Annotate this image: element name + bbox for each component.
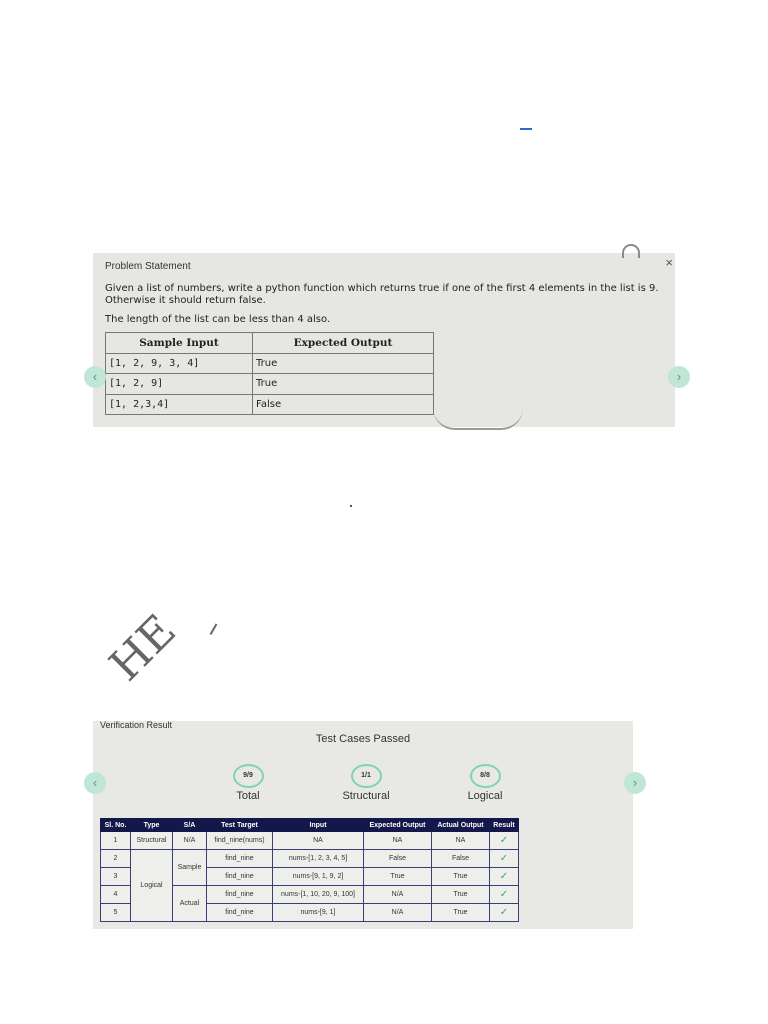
cell-expected-output: N/A <box>364 886 432 904</box>
col-header-input: Input <box>273 819 364 832</box>
checkmark-icon: ✓ <box>499 835 509 846</box>
expected-output-cell: True <box>253 353 434 374</box>
table-row <box>101 850 519 868</box>
cell-result <box>490 832 519 850</box>
cell-sl-no: 1 <box>101 832 131 850</box>
expected-output-header: Expected Output <box>253 333 434 354</box>
col-header-sl-no: Sl. No. <box>101 819 131 832</box>
test-cases-passed-heading: Test Cases Passed <box>315 733 411 745</box>
checkmark-icon: ✓ <box>499 853 509 864</box>
cell-result <box>490 886 519 904</box>
expected-output-cell: False <box>253 394 434 415</box>
checkmark-icon: ✓ <box>499 871 509 882</box>
cell-actual-output: True <box>432 868 490 886</box>
problem-statement-panel <box>93 253 675 427</box>
cell-sl-no: 4 <box>101 886 131 904</box>
decorative-arc-top <box>622 244 640 258</box>
cell-sl-no: 5 <box>101 904 131 922</box>
problem-description: Given a list of numbers, write a python function which returns true if one of the first 4 elements in the list is 9. Otherwise it should return false. <box>105 283 659 306</box>
table-row <box>106 374 434 395</box>
prev-slide-button[interactable]: ‹ <box>84 772 106 794</box>
cell-input: NA <box>273 832 364 850</box>
table-row <box>106 353 434 374</box>
close-icon[interactable]: × <box>665 255 673 270</box>
cell-expected-output: True <box>364 868 432 886</box>
cell-actual-output: False <box>432 850 490 868</box>
cell-expected-output: NA <box>364 832 432 850</box>
expected-output-cell: True <box>253 374 434 395</box>
stat-structural-value: 1/1 <box>351 764 382 788</box>
stat-structural-label: Structural <box>342 790 390 802</box>
decorative-arc <box>433 408 523 430</box>
next-slide-button[interactable]: › <box>668 366 690 388</box>
cell-actual-output: True <box>432 904 490 922</box>
stat-logical-label: Logical <box>467 790 503 802</box>
problem-statement-title: Problem Statement <box>105 261 191 272</box>
cell-sl-no: 3 <box>101 868 131 886</box>
sample-input-cell: [1, 2,3,4] <box>106 394 253 415</box>
cell-result <box>490 904 519 922</box>
cell-input: nums-[9, 1] <box>273 904 364 922</box>
cell-actual-output: NA <box>432 832 490 850</box>
col-header-type: Type <box>131 819 173 832</box>
table-header-row <box>106 333 434 354</box>
cell-test-target: find_nine <box>207 904 273 922</box>
cell-input: nums-[9, 1, 9, 2] <box>273 868 364 886</box>
cell-test-target: find_nine <box>207 868 273 886</box>
col-header-sa: S/A <box>173 819 207 832</box>
stat-logical-value: 8/8 <box>470 764 501 788</box>
verification-result-title: Verification Result <box>100 720 173 730</box>
cell-sa-sample: Sample <box>173 850 207 886</box>
prev-slide-button[interactable]: ‹ <box>84 366 106 388</box>
stat-structural <box>316 764 416 802</box>
cell-result <box>490 868 519 886</box>
sample-input-cell: [1, 2, 9, 3, 4] <box>106 353 253 374</box>
col-header-test-target: Test Target <box>207 819 273 832</box>
decorative-tick <box>210 624 224 639</box>
cell-type: Structural <box>131 832 173 850</box>
top-link-underline <box>520 128 532 130</box>
decorative-dot <box>350 505 352 507</box>
decorative-rotated-text: HE <box>100 605 186 692</box>
cell-result <box>490 850 519 868</box>
cell-type-logical: Logical <box>131 850 173 922</box>
sample-input-header: Sample Input <box>106 333 253 354</box>
table-row <box>101 832 519 850</box>
cell-expected-output: N/A <box>364 904 432 922</box>
cell-input: nums-[1, 10, 20, 9, 100] <box>273 886 364 904</box>
table-row <box>106 394 434 415</box>
col-header-result: Result <box>490 819 519 832</box>
stat-total-value: 9/9 <box>233 764 264 788</box>
cell-test-target: find_nine(nums) <box>207 832 273 850</box>
next-slide-button[interactable]: › <box>624 772 646 794</box>
checkmark-icon: ✓ <box>499 907 509 918</box>
stat-total <box>198 764 298 802</box>
cell-test-target: find_nine <box>207 886 273 904</box>
checkmark-icon: ✓ <box>499 889 509 900</box>
cell-expected-output: False <box>364 850 432 868</box>
col-header-expected-output: Expected Output <box>364 819 432 832</box>
stat-total-label: Total <box>236 790 260 802</box>
sample-io-table <box>105 332 434 415</box>
col-header-actual-output: Actual Output <box>432 819 490 832</box>
cell-sa-actual: Actual <box>173 886 207 922</box>
stat-logical <box>435 764 535 802</box>
cell-sa: N/A <box>173 832 207 850</box>
cell-input: nums-[1, 2, 3, 4, 5] <box>273 850 364 868</box>
cell-sl-no: 2 <box>101 850 131 868</box>
table-header-row <box>101 819 519 832</box>
cell-actual-output: True <box>432 886 490 904</box>
verification-result-panel <box>93 721 633 929</box>
sample-input-cell: [1, 2, 9] <box>106 374 253 395</box>
problem-note: The length of the list can be less than 4 also. <box>105 314 331 325</box>
test-results-table <box>100 818 519 922</box>
cell-test-target: find_nine <box>207 850 273 868</box>
